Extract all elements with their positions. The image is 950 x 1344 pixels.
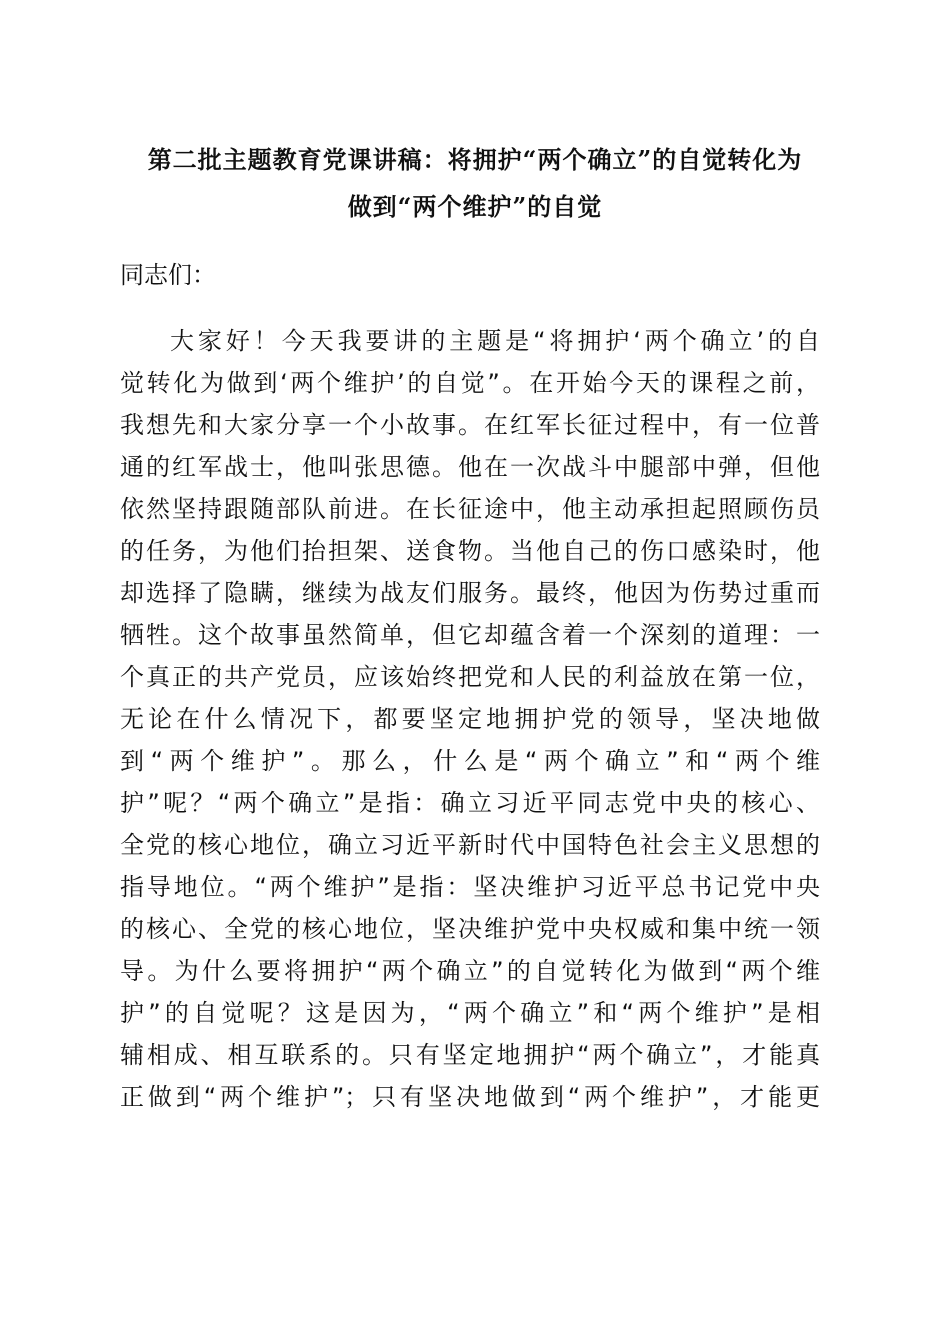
body-line-2: 觉转化为做到‘两个维护’的自觉”。在开始今天的课程之前，: [120, 369, 820, 397]
body-line-19: 正做到“两个维护”；只有坚决地做到“两个维护”，才能更: [120, 1083, 820, 1111]
document-title-line-2: 做到“两个维护”的自觉: [347, 192, 603, 221]
body-line-5: 依然坚持跟随部队前进。在长征途中，他主动承担起照顾伤员: [120, 495, 820, 523]
body-line-7: 却选择了隐瞒，继续为战友们服务。最终，他因为伤势过重而: [120, 579, 820, 607]
body-text: [120, 320, 830, 1118]
body-line-12: 护”呢？“两个确立”是指：确立习近平同志党中央的核心、: [120, 789, 820, 817]
body-line-6: 的任务，为他们抬担架、送食物。当他自己的伤口感染时，他: [120, 537, 820, 565]
body-line-15: 的核心、全党的核心地位，坚决维护党中央权威和集中统一领: [120, 915, 820, 943]
body-line-1: 大家好！今天我要讲的主题是“将拥护‘两个确立’的自: [170, 327, 820, 355]
body-line-14: 指导地位。“两个维护”是指：坚决维护习近平总书记党中央: [120, 873, 820, 901]
body-line-11: 到“两个维护”。那么，什么是“两个确立”和“两个维: [120, 747, 820, 775]
document-title-line-1: 第二批主题教育党课讲稿：将拥护“两个确立”的自觉转化为: [147, 145, 803, 174]
body-line-18: 辅相成、相互联系的。只有坚定地拥护“两个确立”，才能真: [120, 1041, 820, 1069]
body-line-16: 导。为什么要将拥护“两个确立”的自觉转化为做到“两个维: [120, 957, 820, 985]
body-line-13: 全党的核心地位，确立习近平新时代中国特色社会主义思想的: [120, 831, 820, 859]
body-line-10: 无论在什么情况下，都要坚定地拥护党的领导，坚决地做: [120, 705, 820, 733]
body-line-4: 通的红军战士，他叫张思德。他在一次战斗中腿部中弹，但他: [120, 453, 820, 481]
body-line-3: 我想先和大家分享一个小故事。在红军长征过程中，有一位普: [120, 411, 820, 439]
salutation: 同志们：: [120, 261, 216, 289]
body-line-17: 护”的自觉呢？这是因为，“两个确立”和“两个维护”是相: [120, 999, 820, 1027]
body-line-8: 牺牲。这个故事虽然简单，但它却蕴含着一个深刻的道理：一: [120, 621, 820, 649]
body-line-9: 个真正的共产党员，应该始终把党和人民的利益放在第一位，: [120, 663, 820, 691]
